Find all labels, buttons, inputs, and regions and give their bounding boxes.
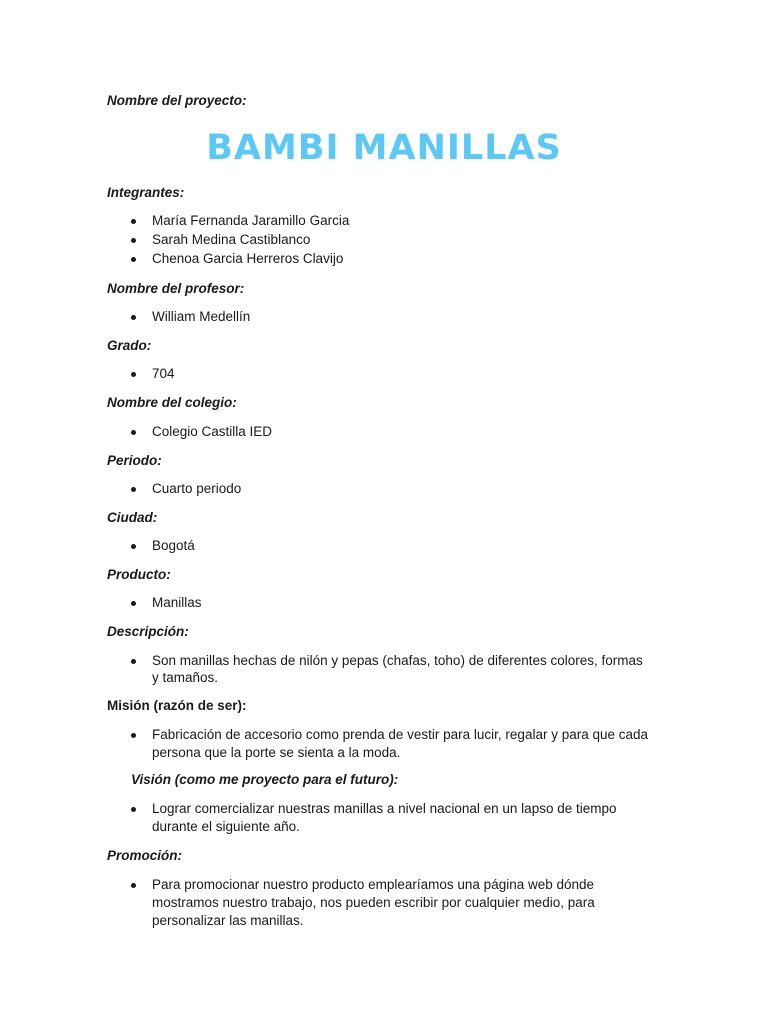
product-label: Producto: — [107, 567, 171, 582]
vision-line: Lograr comercializar nuestras manillas a nivel nacional en un lapso de tiempo — [152, 801, 617, 816]
bullet-icon — [131, 257, 136, 262]
member-item: María Fernanda Jaramillo Garcia — [152, 213, 350, 228]
bullet-icon — [131, 315, 136, 320]
mission-label: Misión (razón de ser): — [107, 698, 247, 713]
project-title: BAMBI MANILLAS — [206, 128, 562, 168]
promotion-label: Promoción: — [107, 848, 183, 863]
city-item: Bogotá — [152, 538, 195, 553]
members-label: Integrantes: — [107, 185, 185, 200]
bullet-icon — [131, 219, 136, 224]
project-name-label: Nombre del proyecto: — [107, 93, 247, 108]
member-item: Sarah Medina Castiblanco — [152, 232, 311, 247]
bullet-icon — [131, 544, 136, 549]
bullet-icon — [131, 372, 136, 377]
bullet-icon — [131, 430, 136, 435]
bullet-icon — [131, 733, 136, 738]
school-item: Colegio Castilla IED — [152, 424, 273, 439]
product-item: Manillas — [152, 595, 202, 610]
promotion-line: Para promocionar nuestro producto emplearíamos una página web dónde — [152, 877, 595, 892]
description-line: Son manillas hechas de nilón y pepas (chafas, toho) de diferentes colores, formas — [152, 653, 643, 668]
school-label: Nombre del colegio: — [107, 395, 237, 410]
vision-line: durante el siguiente año. — [152, 819, 300, 834]
city-label: Ciudad: — [107, 510, 158, 525]
bullet-icon — [131, 601, 136, 606]
teacher-item: William Medellín — [152, 309, 251, 324]
promotion-line: personalizar las manillas. — [152, 913, 304, 928]
bullet-icon — [131, 238, 136, 243]
promotion-line: mostramos nuestro trabajo, nos pueden escribir por cualquier medio, para — [152, 895, 595, 910]
description-label: Descripción: — [107, 624, 189, 639]
period-item: Cuarto periodo — [152, 481, 242, 496]
teacher-label: Nombre del profesor: — [107, 281, 245, 296]
bullet-icon — [131, 659, 136, 664]
grade-item: 704 — [152, 366, 175, 381]
vision-label: Visión (como me proyecto para el futuro): — [131, 772, 399, 787]
bullet-icon — [131, 807, 136, 812]
mission-line: Fabricación de accesorio como prenda de vestir para lucir, regalar y para que cada — [152, 727, 649, 742]
period-label: Periodo: — [107, 453, 162, 468]
member-item: Chenoa Garcia Herreros Clavijo — [152, 251, 344, 266]
bullet-icon — [131, 883, 136, 888]
grade-label: Grado: — [107, 338, 152, 353]
bullet-icon — [131, 487, 136, 492]
description-line: y tamaños. — [152, 670, 219, 685]
mission-line: persona que la porte se sienta a la moda. — [152, 745, 401, 760]
